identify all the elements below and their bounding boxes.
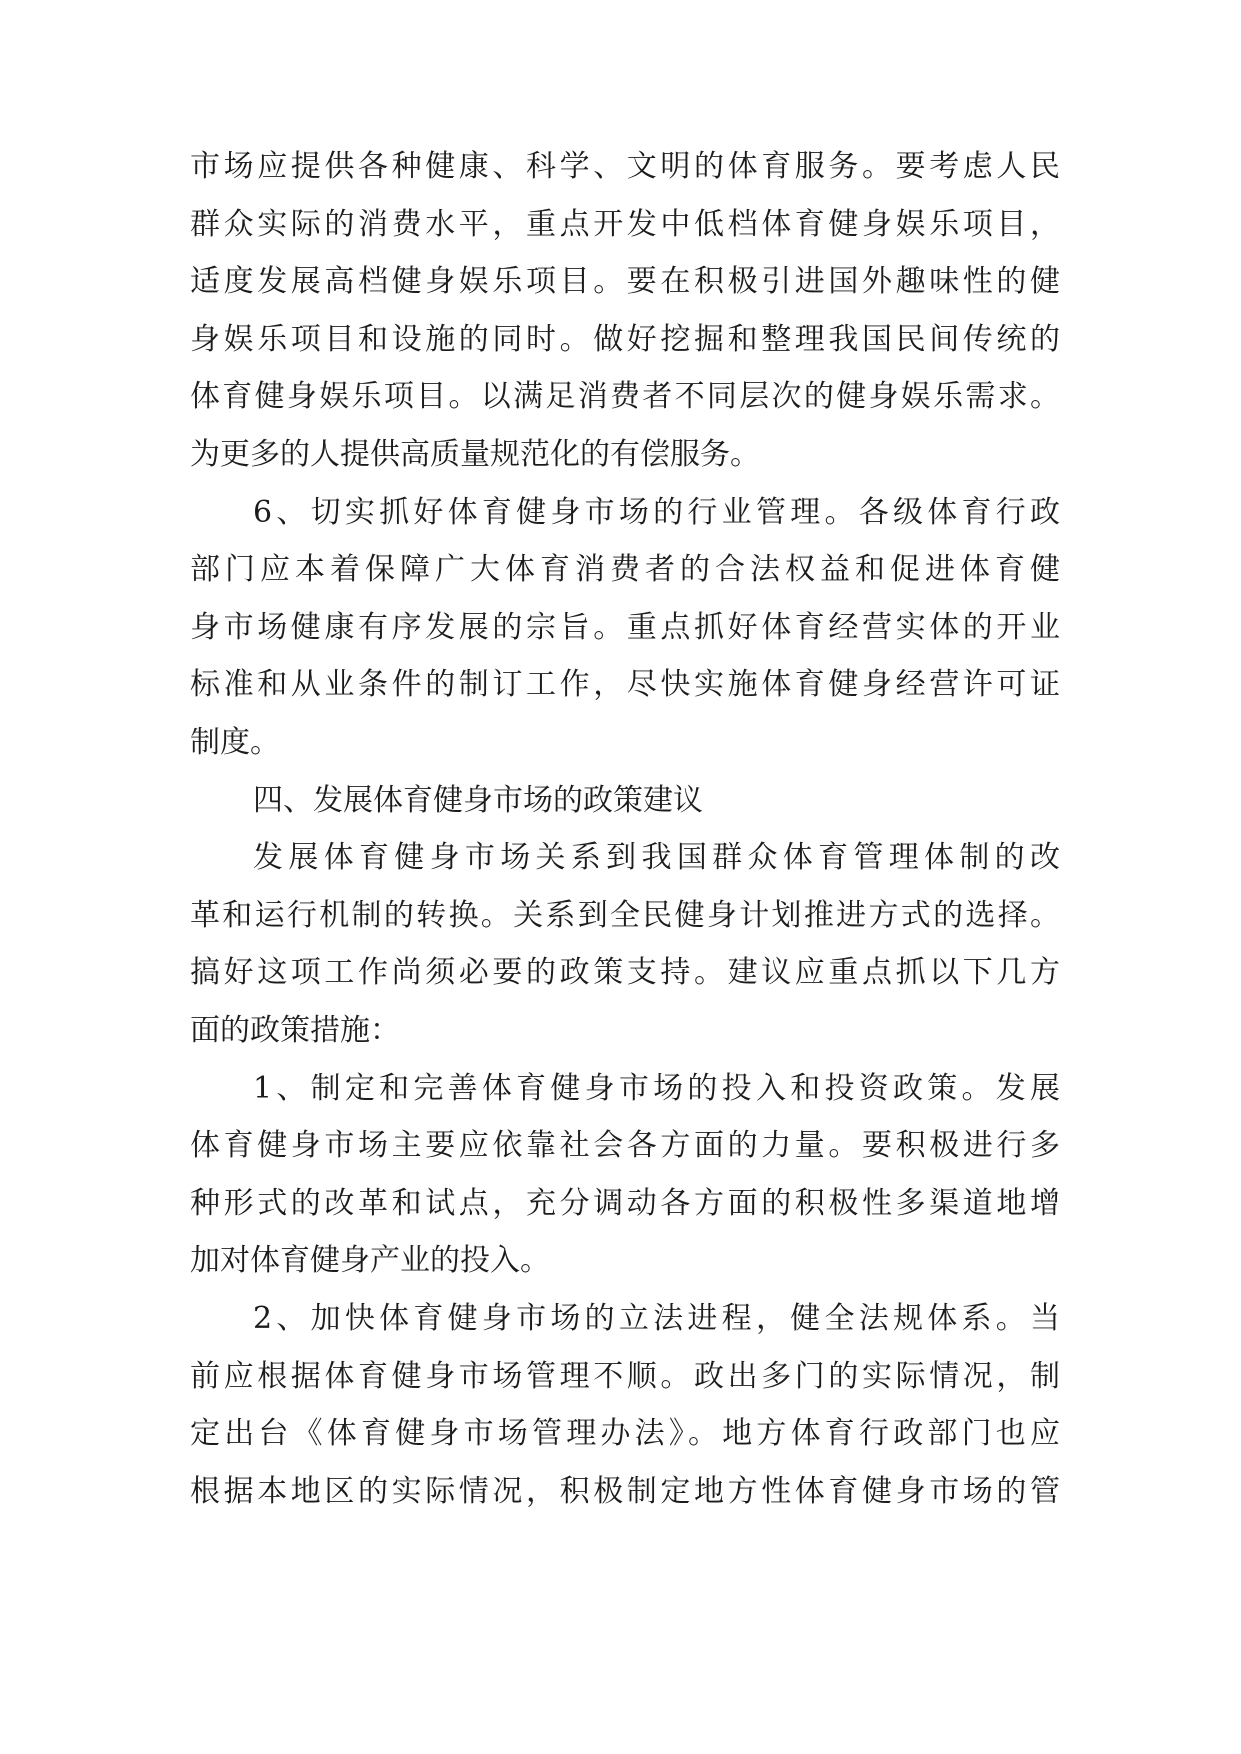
text-line: 面的政策措施：	[190, 1013, 400, 1048]
text-line: 加对体育健身产业的投入。	[190, 1243, 550, 1279]
text-line: 1、制定和完善体育健身市场的投入和投资政策。发展	[253, 1070, 1060, 1106]
text-line: 种形式的改革和试点，充分调动各方面的积极性多渠道地增	[190, 1185, 1060, 1221]
text-line: 适度发展高档健身娱乐项目。要在积极引进国外趣味性的健	[190, 264, 1060, 300]
text-line: 身市场健康有序发展的宗旨。重点抓好体育经营实体的开业	[190, 609, 1060, 645]
text-line: 标准和从业条件的制订工作，尽快实施体育健身经营许可证	[190, 667, 1060, 703]
text-line: 搞好这项工作尚须必要的政策支持。建议应重点抓以下几方	[190, 955, 1060, 991]
text-line: 群众实际的消费水平，重点开发中低档体育健身娱乐项目，	[190, 206, 1060, 242]
text-line: 身娱乐项目和设施的同时。做好挖掘和整理我国民间传统的	[190, 321, 1060, 357]
text-line: 定出台《体育健身市场管理办法》。地方体育行政部门也应	[190, 1416, 1060, 1452]
text-line: 为更多的人提供高质量规范化的有偿服务。	[190, 437, 760, 472]
text-line: 体育健身娱乐项目。以满足消费者不同层次的健身娱乐需求。	[190, 379, 1060, 415]
text-line: 2、加快体育健身市场的立法进程，健全法规体系。当	[253, 1301, 1060, 1336]
text-line: 革和运行机制的转换。关系到全民健身计划推进方式的选择。	[190, 897, 1060, 933]
text-line: 根据本地区的实际情况，积极制定地方性体育健身市场的管	[190, 1473, 1060, 1509]
section-heading: 四、发展体育健身市场的政策建议	[253, 782, 703, 818]
text-line: 市场应提供各种健康、科学、文明的体育服务。要考虑人民	[190, 149, 1060, 184]
text-line: 6、切实抓好体育健身市场的行业管理。各级体育行政	[253, 494, 1060, 530]
text-line: 部门应本着保障广大体育消费者的合法权益和促进体育健	[190, 552, 1060, 588]
text-line: 前应根据体育健身市场管理不顺。政出多门的实际情况，制	[190, 1358, 1060, 1394]
text-line: 体育健身市场主要应依靠社会各方面的力量。要积极进行多	[190, 1128, 1060, 1164]
text-line: 制度。	[190, 725, 280, 760]
text-line: 发展体育健身市场关系到我国群众体育管理体制的改	[253, 840, 1060, 876]
